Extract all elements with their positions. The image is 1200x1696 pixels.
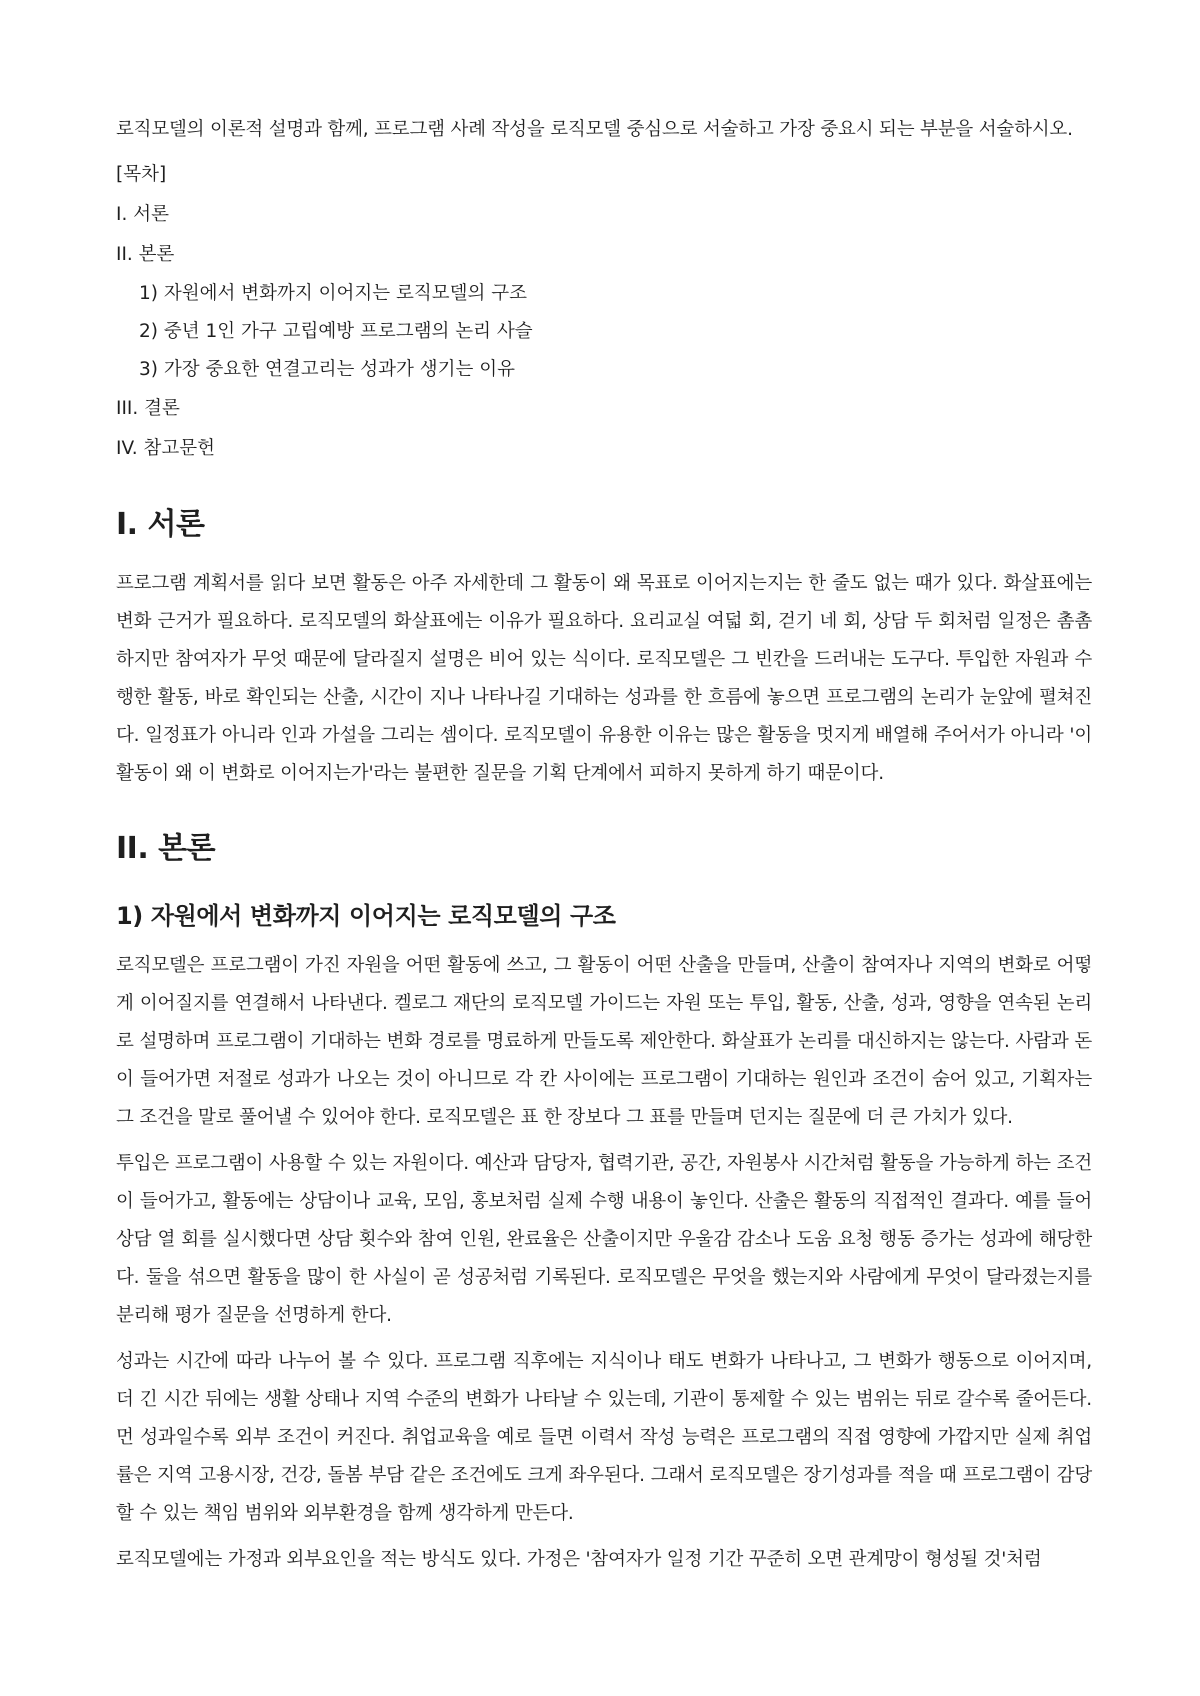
body-paragraph: 로직모델에는 가정과 외부요인을 적는 방식도 있다. 가정은 '참여자가 일정 기간 꾸준히 오면 관계망이 형성될 것'처럼 <box>116 1549 1042 1570</box>
table-of-contents <box>116 155 1092 469</box>
toc-heading: [목차] <box>116 164 167 185</box>
body-paragraph: 로직모델은 프로그램이 가진 자원을 어떤 활동에 쓰고, 그 활동이 어떤 산출을 만들며, 산출이 참여자나 지역의 변화로 어떻게 이어질지를 연결해서 나타낸다. 켈로그 재단의 로직모델 가이드는 자원 또는 투입, 활동, 산출, 성과, 영향을 연속된 논리로 설명하며 프로그램이 기대하는 변화 경로를 명료하게 만들도록 제안한다. 화살표가 논리를 대신하지는 않는다. 사람과 돈이 들어가면 저절로 성과가 나오는 것이 아니므로 각 칸 사이에는 프로그램이 기대하는 원인과 조건이 숨어 있고, 기획자는 그 조건을 말로 풀어낼 수 있어야 한다. 로직모델은 표 한 장보다 그 표를 만들며 던지는 질문에 더 큰 가치가 있다. <box>116 955 1092 1128</box>
body-paragraph: 투입은 프로그램이 사용할 수 있는 자원이다. 예산과 담당자, 협력기관, 공간, 자원봉사 시간처럼 활동을 가능하게 하는 조건이 들어가고, 활동에는 상담이나 교육, 모임, 홍보처럼 실제 수행 내용이 놓인다. 산출은 활동의 직접적인 결과다. 예를 들어 상담 열 회를 실시했다면 상담 횟수와 참여 인원, 완료율은 산출이지만 우울감 감소나 도움 요청 행동 증가는 성과에 해당한다. 둘을 섞으면 활동을 많이 한 사실이 곧 성공처럼 기록된다. 로직모델은 무엇을 했는지와 사람에게 무엇이 달라졌는지를 분리해 평가 질문을 선명하게 한다. <box>116 1153 1092 1326</box>
toc-subitem-1: 1) 자원에서 변화까지 이어지는 로직모델의 구조 <box>139 283 527 304</box>
intro-paragraph: 프로그램 계획서를 읽다 보면 활동은 아주 자세한데 그 활동이 왜 목표로 이어지는지는 한 줄도 없는 때가 있다. 화살표에는 변화 근거가 필요하다. 로직모델의 화살표에는 이유가 필요하다. 요리교실 여덟 회, 걷기 네 회, 상담 두 회처럼 일정은 촘촘하지만 참여자가 무엇 때문에 달라질지 설명은 비어 있는 식이다. 로직모델은 그 빈칸을 드러내는 도구다. 투입한 자원과 수행한 활동, 바로 확인되는 산출, 시간이 지나 나타나길 기대하는 성과를 한 흐름에 놓으면 프로그램의 논리가 눈앞에 펼쳐진다. 일정표가 아니라 인과 가설을 그리는 셈이다. 로직모델이 유용한 이유는 많은 활동을 멋지게 배열해 주어서가 아니라 '이 활동이 왜 이 변화로 이어지는가'라는 불편한 질문을 기획 단계에서 피하지 못하게 하기 때문이다. <box>116 573 1092 784</box>
body-heading: II. 본론 <box>116 831 216 866</box>
intro-heading: I. 서론 <box>116 507 205 542</box>
subsection-1-heading: 1) 자원에서 변화까지 이어지는 로직모델의 구조 <box>116 902 616 930</box>
assignment-prompt: 로직모델의 이론적 설명과 함께, 프로그램 사례 작성을 로직모델 중심으로 서술하고 가장 중요시 되는 부분을 서술하시오. <box>116 119 1073 140</box>
toc-item-references: IV. 참고문헌 <box>116 438 215 459</box>
toc-item-body: II. 본론 <box>116 244 175 265</box>
toc-item-conclusion: III. 결론 <box>116 398 180 419</box>
toc-subitem-2: 2) 중년 1인 가구 고립예방 프로그램의 논리 사슬 <box>139 321 533 342</box>
toc-item-intro: I. 서론 <box>116 204 169 225</box>
toc-subitem-3: 3) 가장 중요한 연결고리는 성과가 생기는 이유 <box>139 359 515 380</box>
body-paragraph: 성과는 시간에 따라 나누어 볼 수 있다. 프로그램 직후에는 지식이나 태도 변화가 나타나고, 그 변화가 행동으로 이어지며, 더 긴 시간 뒤에는 생활 상태나 지역 수준의 변화가 나타날 수 있는데, 기관이 통제할 수 있는 범위는 뒤로 갈수록 줄어든다. 먼 성과일수록 외부 조건이 커진다. 취업교육을 예로 들면 이력서 작성 능력은 프로그램의 직접 영향에 가깝지만 실제 취업률은 지역 고용시장, 건강, 돌봄 부담 같은 조건에도 크게 좌우된다. 그래서 로직모델은 장기성과를 적을 때 프로그램이 감당할 수 있는 책임 범위와 외부환경을 함께 생각하게 만든다. <box>116 1351 1092 1524</box>
